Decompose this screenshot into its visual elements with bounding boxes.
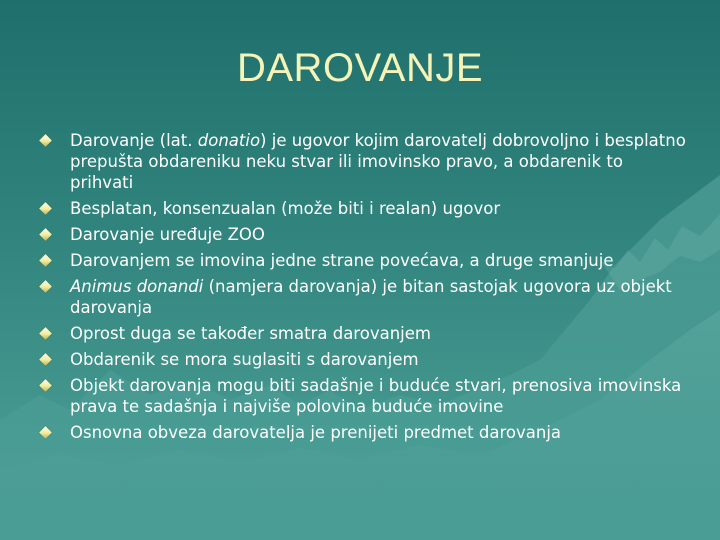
bullet-text-after: ) je ugovor kojim darovatelj dobrovoljno i besplatno prepušta obdareniku neku stvar ili imovinsko pravo, a obdarenik to prihvati: [70, 131, 686, 192]
diamond-bullet-icon: [39, 254, 52, 267]
bullet-text-before: Darovanje (lat.: [70, 131, 198, 150]
list-item: [38, 349, 688, 370]
diamond-bullet-icon: [39, 327, 52, 340]
list-item: [38, 250, 688, 271]
bullet-text-before: Oprost duga se također smatra darovanjem: [70, 324, 431, 343]
bullet-text-before: Osnovna obveza darovatelja je prenijeti predmet darovanja: [70, 423, 562, 442]
list-item: [38, 224, 688, 245]
diamond-bullet-icon: [39, 134, 52, 147]
bullet-text-before: Objekt darovanja mogu biti sadašnje i buduće stvari, prenosiva imovinska prava te sadašnja i najviše polovina buduće imovine: [70, 376, 682, 416]
list-item: [38, 130, 688, 193]
list-item: [38, 323, 688, 344]
diamond-bullet-icon: [39, 379, 52, 392]
diamond-bullet-icon: [39, 228, 52, 241]
bullet-text-italic: donatio: [197, 131, 261, 150]
bullet-text-before: Obdarenik se mora suglasiti s darovanjem: [70, 350, 419, 369]
bullet-text-italic: Animus donandi: [70, 277, 204, 296]
bullet-text-after: (namjera darovanja) je bitan sastojak ugovora uz objekt darovanja: [70, 277, 672, 317]
list-item: [38, 276, 688, 318]
diamond-bullet-icon: [39, 280, 52, 293]
list-item: [38, 198, 688, 219]
list-item: [38, 375, 688, 417]
diamond-bullet-icon: [39, 426, 52, 439]
slide-title: DAROVANJE: [236, 46, 484, 90]
diamond-bullet-icon: [39, 202, 52, 215]
diamond-bullet-icon: [39, 353, 52, 366]
bullet-text-before: Darovanjem se imovina jedne strane povećava, a druge smanjuje: [70, 251, 614, 270]
bullet-text-before: Darovanje uređuje ZOO: [70, 225, 265, 244]
list-item: [38, 422, 688, 443]
bullet-text-before: Besplatan, konsenzualan (može biti i realan) ugovor: [70, 199, 501, 218]
bullet-list: [38, 130, 688, 443]
